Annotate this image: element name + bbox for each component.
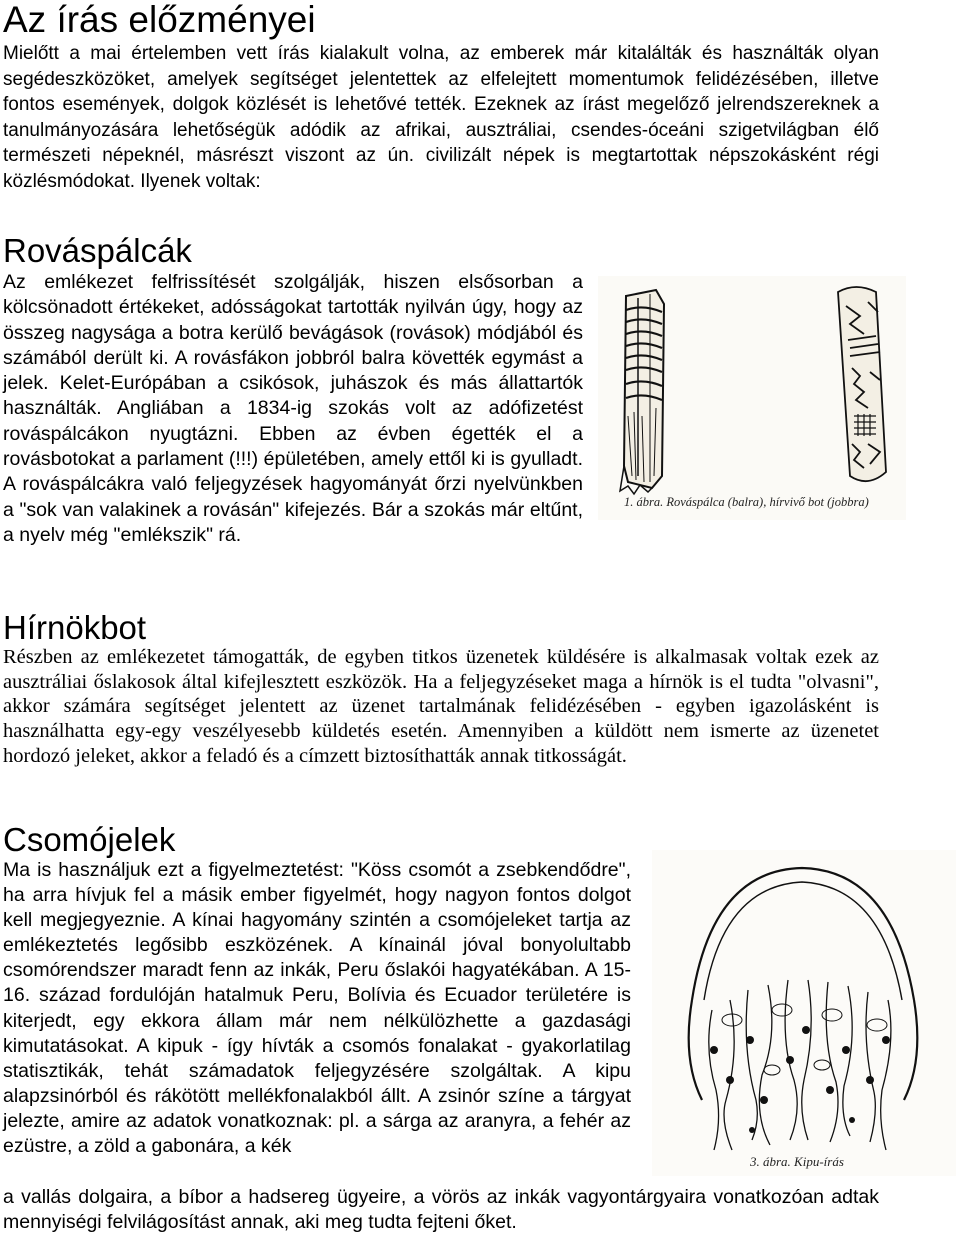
section-heading-hirnokbot: Hírnökbot [3, 609, 147, 646]
section-heading-csomojelek: Csomójelek [3, 821, 176, 858]
intro-paragraph: Mielőtt a mai értelemben vett írás kialakult volna, az emberek már kitalálták és használták olyan segédeszközöket, amelyek segítséget jelentettek az elfelejtett momentumok felidézésében, illetve fontos események, dolgok közlését is lehetővé tették. Ezeknek az írást megelőző jelrendszereknek a tanulmányozására lehetőségük adódik az afrikai, ausztráliai, csendes-óceáni szigetvilágban élő természeti népeknél, másrészt viszont az ún. civilizált népek is megtartottak népszokásként régi közlésmódokat. Ilyenek voltak: [3, 43, 879, 192]
quipu-knots [710, 1026, 890, 1133]
section-text-csomojelek: Ma is használjuk ezt a figyelmeztetést: "Köss csomót a zsebkendődre", ha arra hívjuk fel a másik ember figyelmét, hogy nagyon fontos dolgot kell megjegyeznie. A kínai hagyomány szintén a csomójeleket tartja az emlékeztetés legősibb eszközének. A kínainál jóval bonyolultabb csomórendszer maradt fenn az inkák, Peru őslakói hagyatékában. A 15-16. század fordulóján hatalmuk Peru, Bolívia és Ecuador területére is kiterjedt, egy ekkora állam már nem nélkülözhette a gazdasági kimutatásokat. A kipuk - így hívták a csomós fonalakat - gyakorlatilag statisztikák, tehát számadatok feljegyzésére szolgáltak. A kipu alapzsinórból és rákötött mellékfonalakból állt. A zsinór színe a tárgyat jelezte, amire az adatok vonatkoznak: pl. a sárga az aranyra, a fehér az ezüstre, a zöld a gabonára, a kék [3, 859, 631, 1158]
section-text-hirnokbot: Részben az emlékezetet támogatták, de egyben titkos üzenetek küldésére is alkalmasak voltak ezek az ausztráliai őslakosok által kifejlesztett eszközök. Ha a feljegyzéseket maga a hírnök is el tudta "olvasni", akkor számára segítséget jelentett az üzenet tartalmának felidézésében - egyben igazolásként is használhatta egy-egy veszélyesebb küldetés esetén. Amennyiben a küldött nem ismerte az üzenetet hordozó jeleket, akkor a feladó és a címzett biztosíthatták annak titkosságát. [3, 646, 879, 767]
figure-tally-sticks [598, 276, 906, 520]
section-text-csomojelek-continued: a vallás dolgaira, a bíbor a hadsereg ügyeire, a vörös az inkák vagyontárgyaira vonatkozóan adtak mennyiségi felvilágosítást annak, aki meg tudta fejteni őket. [3, 1186, 879, 1234]
tally-stick-drawing [620, 290, 664, 494]
page-title: Az írás előzményei [3, 0, 316, 40]
tally-sticks-illustration [598, 276, 906, 520]
figure-quipu [652, 850, 956, 1176]
quipu-illustration [652, 850, 956, 1176]
section-heading-rovaspalcak: Rováspálcák [3, 232, 192, 269]
quipu-main-cord [689, 868, 918, 1100]
figure-1-caption: 1. ábra. Rováspálca (balra), hírvivő bot (jobbra) [624, 495, 869, 509]
section-text-rovaspalcak: Az emlékezet felfrissítését szolgálják, hiszen elsősorban a kölcsönadott értékeket, adósságokat tartották nyilván úgy, hogy az összeg nagysága a botra kerülő bevágások (rovások) módjából és számából derült ki. A rovásfákon jobbról balra követték egymást a jelek. Kelet-Európában a csikósok, juhászok és más állattartók használták. Angliában a 1834-ig szokás volt az adófizetést rováspálcákon nyugtázni. Ebben az évben égették el a rovásbotokat a parlament (!!!) épületében, amely ettől ki is gyulladt. A rováspálcákra való feljegyzések hagyományát őrzi nyelvünkben a "sok van valakinek a rovásán" kifejezés. Bár a szokás már eltűnt, a nyelv még "emlékszik" rá. [3, 271, 583, 546]
message-stick-drawing [838, 287, 886, 481]
quipu-pendant-cords [709, 980, 891, 1150]
figure-3-caption: 3. ábra. Kipu-írás [750, 1154, 844, 1169]
